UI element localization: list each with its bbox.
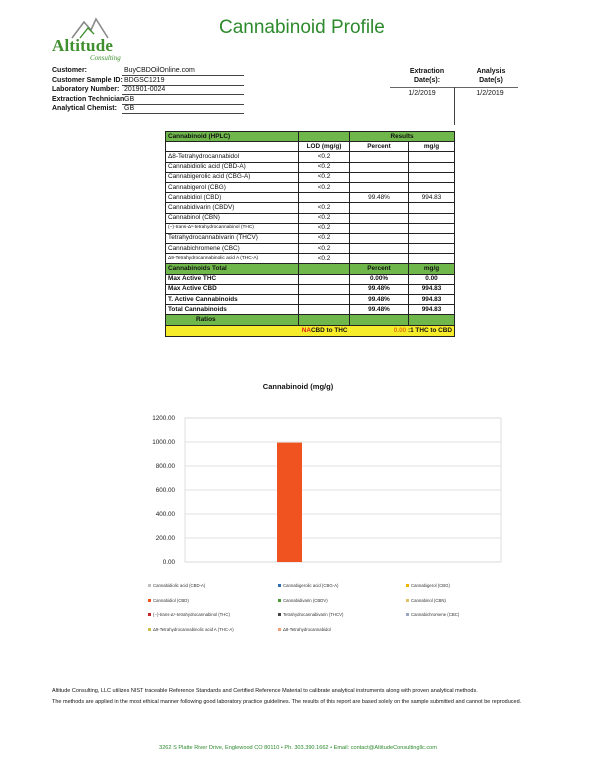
info-label: Extraction Technician [52, 95, 125, 103]
legend-item [148, 612, 230, 617]
totals-header-percent: Percent [350, 264, 409, 274]
row-name: Δ9-Tetrahydrocannabinolic acid A (THC-A) [166, 254, 299, 264]
subheader-lod: LOD (mg/g) [299, 142, 350, 152]
totals-header-mgg: mg/g [409, 264, 455, 274]
legend-item [278, 583, 338, 588]
row-lod: <0.2 [299, 203, 350, 213]
ratio-right-label: :1 THC to CBD [407, 326, 452, 334]
totals-percent: 0.00% [350, 274, 409, 284]
row-lod: <0.2 [299, 254, 350, 264]
legend-label: Δ9-Tetrahydrocannabinolic acid A (THC-A) [153, 626, 234, 632]
totals-percent: 99.48% [350, 295, 409, 305]
extraction-header-line1: Extraction [409, 68, 445, 75]
ratio-right-value: 0.00 [393, 326, 407, 334]
info-value: BuyCBDOilOnline.com [124, 67, 195, 74]
info-label: Laboratory Number: [52, 86, 120, 93]
totals-percent: 99.48% [350, 284, 409, 294]
info-value: GB [124, 105, 135, 112]
totals-mgg: 0.00 [409, 274, 455, 284]
legend-swatch [278, 628, 281, 631]
legend-item [406, 598, 446, 603]
row-lod: <0.2 [299, 182, 350, 192]
row-name: Δ8-Tetrahydrocannabidol [166, 152, 299, 162]
row-name: Cannabigerol (CBG) [166, 182, 299, 192]
totals-name: Total Cannabinoids [166, 305, 299, 315]
legend-label: Δ8-Tetrahydrocannabidol [283, 626, 331, 632]
row-name: Cannabidiolic acid (CBD-A) [166, 162, 299, 172]
legend-swatch [148, 599, 151, 602]
row-mgg: 994.83 [409, 193, 455, 203]
y-tick-label: 0.00 [162, 559, 175, 566]
legend-swatch [406, 584, 409, 587]
analysis-header-line1: Analysis [476, 68, 506, 75]
info-value: GB [124, 95, 135, 103]
disclaimer-line: Altitude Consulting, LLC utilizes NIST traceable Reference Standards and Certified Reference Material to calibrate analytical instruments along with proven analytical methods. [52, 688, 478, 694]
info-label: Customer Sample ID: [52, 76, 123, 84]
header-cannabinoid: Cannabinoid (HPLC) [166, 132, 299, 142]
header-results: Results [350, 132, 455, 142]
totals-mgg: 994.83 [409, 305, 455, 315]
y-tick-label: 1000.00 [152, 439, 175, 446]
footer-contact: 3262 S Platte River Drive, Englewood CO 80110 • Ph. 303.390.1662 • Email: contact@AltitudeConsultingllc.com [159, 745, 437, 751]
legend-item [406, 583, 450, 588]
y-tick-label: 200.00 [155, 535, 175, 542]
legend-swatch [148, 584, 151, 587]
totals-header-label: Cannabinoids Total [166, 264, 299, 274]
subheader-percent: Percent [350, 142, 409, 152]
legend-item [278, 627, 331, 632]
row-name: Cannabidiol (CBD) [166, 193, 299, 203]
row-percent: 99.48% [350, 193, 409, 203]
y-tick-label: 1200.00 [152, 415, 175, 422]
y-tick-label: 600.00 [155, 487, 175, 494]
legend-swatch [148, 613, 151, 616]
row-lod: <0.2 [299, 162, 350, 172]
info-label: Analytical Chemist: [52, 105, 117, 112]
row-name: Cannabidivarin (CBDV) [166, 203, 299, 213]
legend-swatch [406, 599, 409, 602]
totals-mgg: 994.83 [409, 295, 455, 305]
y-tick-label: 400.00 [155, 511, 175, 518]
row-lod: <0.2 [299, 213, 350, 223]
row-name: Cannabichromene (CBC) [166, 244, 299, 254]
legend-label: Cannabinol (CBN) [411, 597, 446, 603]
legend-swatch [278, 584, 281, 587]
row-name: (−)-trans-Δ⁹-tetrahydrocannabinol (THC) [166, 223, 299, 233]
analysis-date: 1/2/2019 [476, 90, 504, 97]
ratio-left-value: NA [301, 326, 311, 334]
totals-mgg: 994.83 [409, 284, 455, 294]
row-lod: <0.2 [299, 244, 350, 254]
row-lod: <0.2 [299, 233, 350, 243]
logo-subtitle: Consulting [90, 54, 121, 62]
info-value: 201901-0024 [124, 86, 166, 93]
bar-3 [277, 443, 302, 562]
legend-item [278, 598, 328, 603]
legend-swatch [406, 613, 409, 616]
row-lod: <0.2 [299, 223, 350, 233]
legend-label: Tetrahydrocannabivarin (THCV) [283, 612, 344, 617]
legend-swatch [148, 628, 151, 631]
info-label: Customer: [52, 67, 88, 74]
legend-item [278, 612, 343, 617]
info-value: BDGSC1219 [124, 76, 165, 84]
subheader-mgg: mg/g [409, 142, 455, 152]
row-name: Tetrahydrocannabivarin (THCV) [166, 233, 299, 243]
page-title: Cannabinoid Profile [219, 17, 385, 38]
legend-label: Cannabigerolic acid (CBG-A) [283, 583, 339, 588]
totals-percent: 99.48% [350, 305, 409, 315]
row-name: Cannabinol (CBN) [166, 213, 299, 223]
extraction-header-line2: Date(s): [413, 76, 441, 84]
y-tick-label: 800.00 [155, 463, 175, 470]
analysis-header-line2: Date(s) [479, 76, 503, 84]
extraction-date: 1/2/2019 [408, 90, 436, 97]
logo-name: Altitude [52, 36, 114, 55]
row-lod: <0.2 [299, 152, 350, 162]
legend-item [148, 598, 189, 603]
ratios-label: Ratios [166, 315, 299, 325]
legend-item [148, 627, 234, 632]
legend-label: Cannabigerol (CBG) [411, 583, 450, 588]
legend-label: Cannabidiol (CBD) [153, 597, 189, 603]
legend-label: Cannabidivarin (CBDV) [283, 597, 328, 603]
disclaimer-line: The methods are applied in the most ethical manner following good laboratory practice guidelines. The results of this report are based solely on the sample submitted and cannot be reproduced. [52, 699, 522, 705]
chart-title: Cannabinoid (mg/g) [262, 382, 334, 391]
legend-label: Cannabichromene (CBC) [411, 612, 460, 617]
totals-name: Max Active THC [166, 274, 299, 284]
row-name: Cannabigerolic acid (CBG-A) [166, 172, 299, 182]
legend-swatch [278, 599, 281, 602]
totals-name: T. Active Cannabinoids [166, 295, 299, 305]
legend-label: (−)-trans-Δ⁹-tetrahydrocannabinol (THC) [153, 612, 230, 617]
row-lod: <0.2 [299, 172, 350, 182]
ratio-left-label: CBD to THC [310, 326, 348, 334]
legend-item [148, 583, 205, 588]
legend-label: Cannabidiolic acid (CBD-A) [153, 583, 206, 588]
totals-name: Max Active CBD [166, 284, 299, 294]
legend-swatch [278, 613, 281, 616]
disclaimer [52, 686, 521, 708]
legend-item [406, 612, 459, 617]
